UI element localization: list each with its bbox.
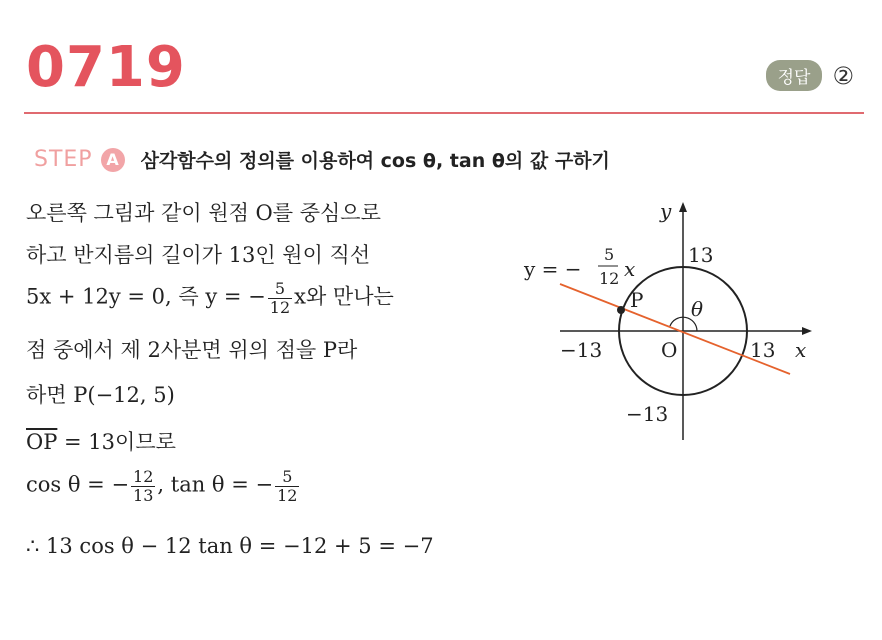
fraction-numerator: 5 [268, 280, 292, 299]
origin-label: O [661, 338, 678, 362]
x-axis-arrow [802, 327, 812, 335]
y-axis-label: y [660, 199, 672, 223]
fraction-denominator: 12 [277, 485, 298, 505]
solution-line-8: ∴ 13 cos θ − 12 tan θ = −12 + 5 = −7 [26, 534, 434, 558]
step-label: STEP [34, 147, 93, 172]
line-equation-label-b: x [624, 257, 636, 281]
line-equation-denominator: 12 [599, 269, 620, 288]
point-p-label: P [630, 288, 644, 312]
fraction-denominator: 13 [133, 485, 154, 505]
problem-number: 0719 [26, 35, 186, 100]
solution-line-5: 하면 P(−12, 5) [26, 383, 175, 407]
tick-top-13: 13 [688, 243, 714, 267]
line3-part-b: x와 만나는 [294, 284, 394, 309]
fraction-numerator: 12 [133, 467, 154, 486]
line3-part-a: 5x + 12y = 0, 즉 y = − [26, 284, 266, 309]
step-title: 삼각함수의 정의를 이용하여 cos θ, tan θ의 값 구하기 [140, 150, 610, 172]
solution-line-1: 오른쪽 그림과 같이 원점 O를 중심으로 [26, 201, 381, 225]
answer-badge: 정답 [766, 60, 823, 91]
tick-left-neg-13: −13 [560, 338, 603, 362]
step-letter-badge: A [101, 148, 125, 172]
y-axis-arrow [679, 202, 687, 212]
line-equation-label-a: y = − [524, 257, 582, 281]
x-axis-label: x [795, 338, 807, 362]
segment-op: $\overline{OP}$ [26, 430, 58, 454]
tick-right-13: 13 [750, 338, 776, 362]
angle-theta-label: θ [691, 297, 704, 321]
solution-line-2: 하고 반지름의 길이가 13인 원이 직선 [26, 243, 371, 267]
line6-rest: = 13이므로 [57, 430, 176, 454]
line7-part-a: cos θ = − [26, 472, 130, 497]
tick-bottom-neg-13: −13 [626, 402, 669, 426]
point-p [617, 306, 625, 314]
answer-value: ② [832, 61, 854, 90]
fraction-denominator: 12 [269, 297, 291, 317]
line7-part-b: , tan θ = − [157, 472, 274, 497]
solution-line-4: 점 중에서 제 2사분면 위의 점을 P라 [26, 338, 358, 362]
line-equation-numerator: 5 [604, 245, 615, 264]
fraction-numerator: 5 [275, 468, 299, 487]
